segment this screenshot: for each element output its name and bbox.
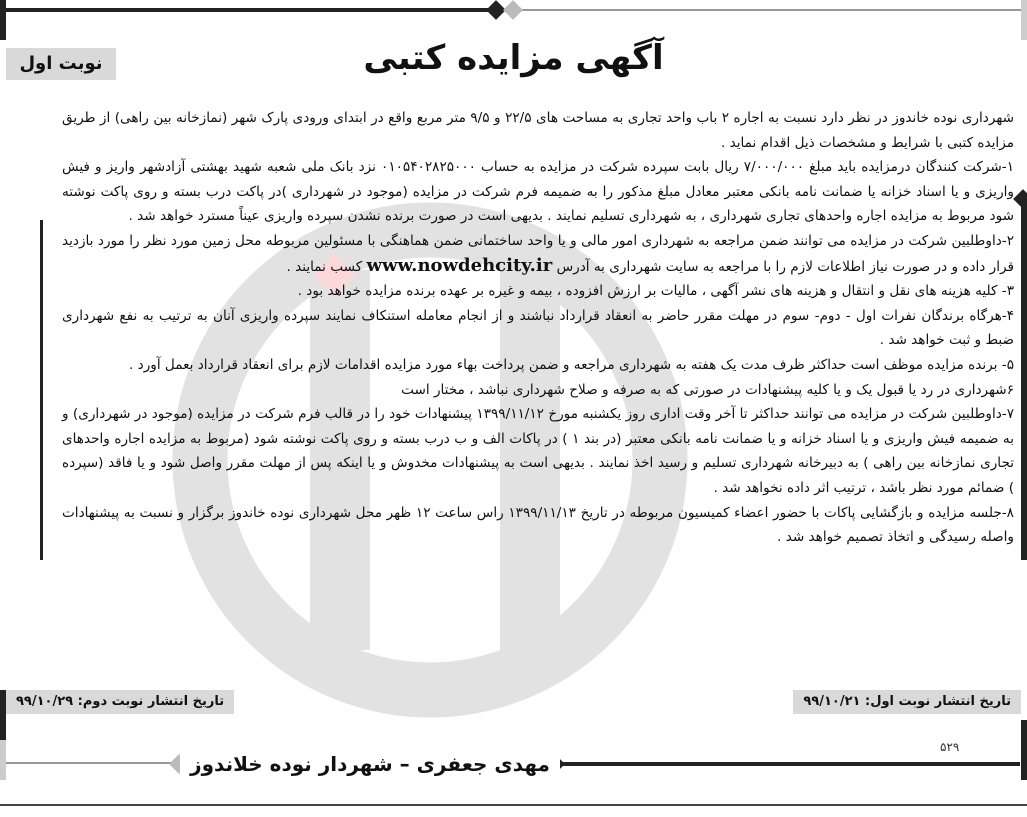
website-link[interactable]: www.nowdehcity.ir: [366, 254, 553, 276]
item-1: ۱-شرکت کنندگان درمزایده باید مبلغ ۷/۰۰۰/۰۰۰ ریال بابت سپرده شرکت در مزایده به حساب ۰۱۰۵۴۰۲۸۲۵۰۰۰ نزد بانک ملی شعبه شهید بهشتی آزادشهر واریز و فیش واریزی و یا اسناد خزانه یا ضمانت نامه بانکی معتبر معادل مبلغ مذکور را به ضمیمه فرم شرکت در مزایده (موجود در شهرداری )در پاکت درب بسته و روی پاکت نوشته شود مربوط به مزایده اجاره واحدهای تجاری شهرداری ، به شهرداری تسلیم نمایند . بدیهی است در صورت برنده نشدن سپرده واریزی عیناً مسترد خواهد شد .: [62, 159, 1015, 225]
next-ad-strip: [0, 804, 1027, 817]
item-7: ۷-داوطلبین شرکت در مزایده می توانند حداکثر تا آخر وقت اداری روز یکشنبه مورخ ۱۳۹۹/۱۱/۱۲ پیشنهادات خود را در قالب فرم شرکت در مزایده (موجود در شهرداری) و به ضمیمه فیش واریزی و یا اسناد خزانه و یا ضمانت نامه بانکی معتبر (در بند ۱ ) در پاکات الف و ب درب بسته و روی پاکت نوشته شود (مربوط به مزایده اجاره واحدهای تجاری نمازخانه بین راهی ) به دبیرخانه شهرداری تسلیم و رسید اخذ نمایند . بدیهی است به پیشنهادات مخدوش و یا اینکه پس از مهلت مقرر واصل شود و یا فاقد (سپرده ) ضمائم مورد نظر باشد ، ترتیب اثر داده نخواهد شد .: [62, 406, 1015, 496]
second-publish-date: تاریخ انتشار نوبت دوم: ۹۹/۱۰/۲۹: [6, 690, 234, 714]
item-3: ۳- کلیه هزینه های نقل و انتقال و هزینه های نشر آگهی ، مالیات بر ارزش افزوده ، بیمه و غیره بر عهده برنده مزایده خواهد بود .: [297, 283, 1014, 300]
item-2-end: کسب نمایند .: [286, 258, 363, 275]
right-border-diamond: [1013, 189, 1027, 209]
turn-badge: نوبت اول: [6, 48, 116, 80]
ad-code: ۵۲۹: [940, 740, 960, 754]
item-4: ۴-هرگاه برندگان نفرات اول - دوم- سوم در مهلت مقرر حاضر به انعقاد قرارداد نباشند و از انجام معامله استنکاف نمایند سپرده واریزی آنان به ترتیب به نفع شهرداری ضبط و ثبت خواهد شد .: [62, 307, 1014, 349]
left-inner-rule: [40, 220, 43, 560]
signature: مهدی جعفری – شهردار نوده خلاندوز: [180, 752, 560, 776]
left-border-corner: [0, 740, 6, 780]
item-2: [62, 229, 1014, 279]
item-5: ۵- برنده مزایده موظف است حداکثر ظرف مدت یک هفته به شهرداری مراجعه و ضمن پرداخت بهاء مورد مزایده اقدامات لازم برای انعقاد قرارداد بعمل آورد .: [129, 356, 1014, 373]
item-6: ۶شهرداری در رد یا قبول یک و یا کلیه پیشنهادات در صورتی که به صرفه و صلاح شهرداری نباشد ، مختار است: [401, 381, 1014, 398]
item-2-text: ۲-داوطلبین شرکت در مزایده می توانند ضمن مراجعه به شهرداری امور مالی و یا واحد ساختمانی ضمن هماهنگی با مسئولین مربوطه محل زمین مورد نظر را مورد بازدید قرار داده و در صورت نیاز اطلاعات لازم را با مراجعه به سایت شهرداری به آدرس: [62, 232, 1014, 275]
left-border: [0, 0, 6, 40]
publish-dates: [0, 690, 1027, 714]
intro-paragraph: شهرداری نوده خاندوز در نظر دارد نسبت به اجاره ۲ باب واحد تجاری به مساحت های ۲۲/۵ و ۹/۵ متر مربع واقع در ابتدای ورودی پارک شهر (نمازخانه بین راهی) از طریق مزایده کتبی با شرایط و مشخصات ذیل اقدام نماید .: [62, 110, 1014, 151]
item-8: ۸-جلسه مزایده و بازگشایی پاکات با حضور اعضاء کمیسیون مربوطه در تاریخ ۱۳۹۹/۱۱/۱۳ راس ساعت ۱۲ ظهر محل شهرداری نوده خاندوز برگزار و نسبت به پیشنهادات واصله رسیدگی و اتخاذ تصمیم خواهد شد .: [62, 504, 1014, 546]
top-border: [0, 0, 1027, 24]
ad-body: [62, 106, 1014, 550]
ad-title: آگهی مزایده کتبی: [363, 38, 664, 78]
first-publish-date: تاریخ انتشار نوبت اول: ۹۹/۱۰/۲۱: [793, 690, 1021, 714]
right-border-bottom: [1021, 720, 1027, 780]
right-border-mid: [1021, 200, 1027, 560]
right-border: [1021, 0, 1027, 40]
